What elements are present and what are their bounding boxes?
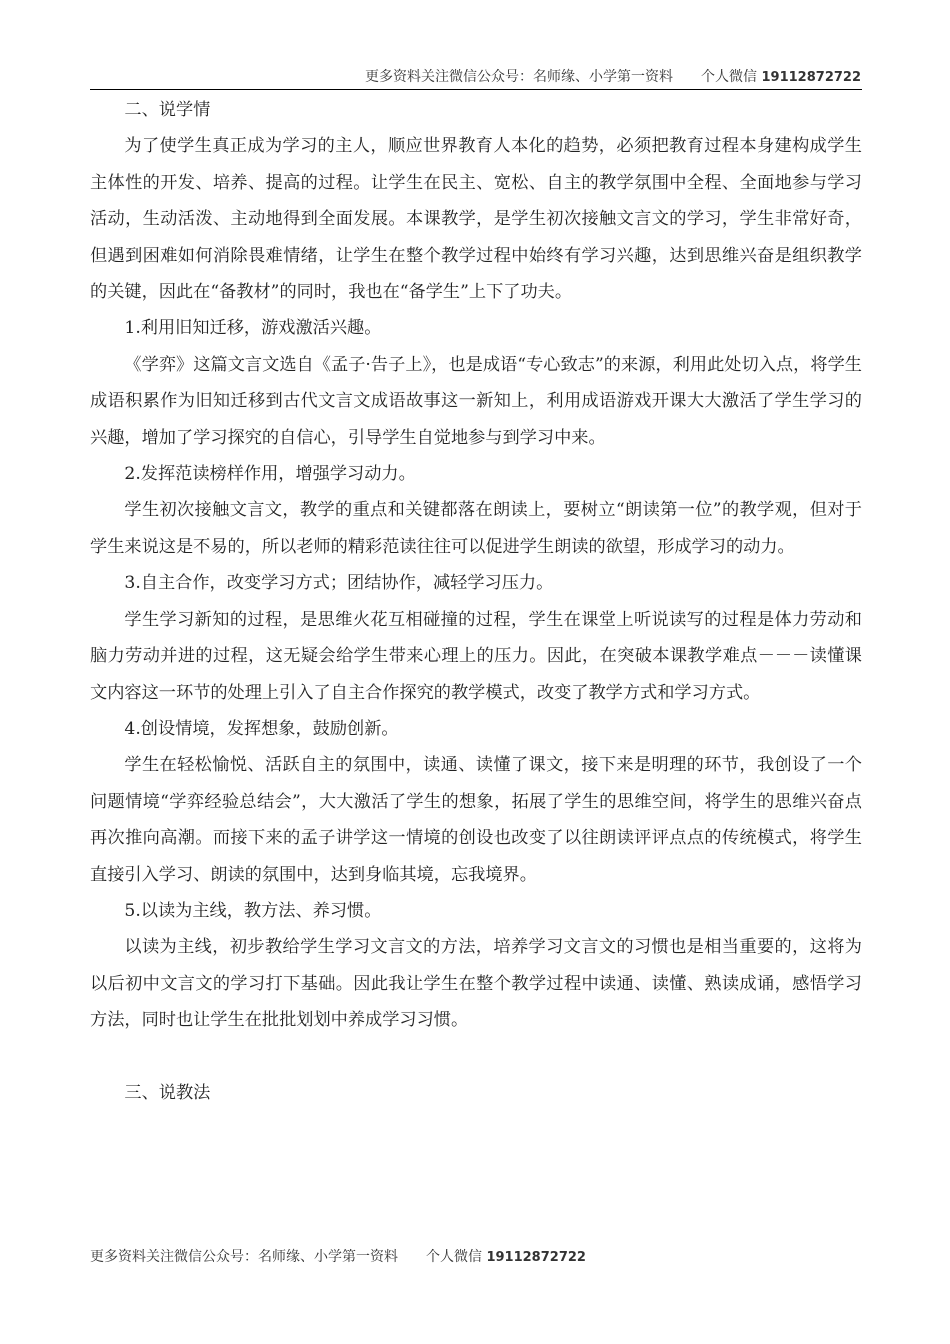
footer-text: 更多资料关注微信公众号：名师缘、小学第一资料 个人微信 [90,1249,487,1265]
section-intro-paragraph: 为了使学生真正成为学习的主人，顺应世界教育人本化的趋势，必须把教育过程本身建构成学生主体性的开发、培养、提高的过程。让学生在民主、宽松、自主的教学氛围中全程、全面地参与学习活动，生动活泼、主动地得到全面发展。本课教学，是学生初次接触文言文的学习，学生非常好奇，但遇到困难如何消除畏难情绪，让学生在整个教学过程中始终有学习兴趣，达到思维兴奋是组织教学的关键，因此在“备教材”的同时，我也在“备学生”上下了功夫。 [90,136,862,303]
page-header [365,66,861,86]
item-body-4: 学生在轻松愉悦、活跃自主的氛围中，读通、读懂了课文，接下来是明理的环节，我创设了一个问题情境“学弈经验总结会”，大大激活了学生的想象，拓展了学生的思维空间，将学生的思维兴奋点再次推向高潮。而接下来的孟子讲学这一情境的创设也改变了以往朗读评评点点的传统模式，将学生直接引入学习、朗读的氛围中，达到身临其境，忘我境界。 [90,755,862,885]
item-body-3: 学生学习新知的过程，是思维火花互相碰撞的过程，学生在课堂上听说读写的过程是体力劳动和脑力劳动并进的过程，这无疑会给学生带来心理上的压力。因此，在突破本课教学难点－－－读懂课文内容这一环节的处理上引入了自主合作探究的教学模式，改变了教学方式和学习方式。 [90,609,862,703]
item-heading-4: 4.创设情境，发挥想象，鼓励创新。 [124,718,399,739]
item-heading-5: 5.以读为主线，教方法、养习惯。 [124,900,382,921]
header-wechat-number: 19112872722 [761,70,861,85]
section-title-learning-situation: 二、说学情 [124,100,211,120]
item-body-5: 以读为主线，初步教给学生学习文言文的方法，培养学习文言文的习惯也是相当重要的，这将为以后初中文言文的学习打下基础。因此我让学生在整个教学过程中读通、读懂、熟读成诵，感悟学习方法，同时也让学生在批批划划中养成学习习惯。 [90,937,862,1031]
section-title-teaching-method: 三、说教法 [124,1082,211,1103]
item-body-1: 《学弈》这篇文言文选自《孟子·告子上》，也是成语“专心致志”的来源，利用此处切入点，将学生成语积累作为旧知迁移到古代文言文成语故事这一新知上，利用成语游戏开课大大激活了学生学习的兴趣，增加了学习探究的自信心，引导学生自觉地参与到学习中来。 [90,354,862,448]
item-heading-2: 2.发挥范读榜样作用，增强学习动力。 [124,464,416,485]
page-footer [90,1246,586,1266]
header-text: 更多资料关注微信公众号：名师缘、小学第一资料 个人微信 [365,69,762,85]
item-heading-3: 3.自主合作，改变学习方式；团结协作，减轻学习压力。 [124,573,554,594]
footer-wechat-number: 19112872722 [486,1250,586,1265]
item-body-2: 学生初次接触文言文，教学的重点和关键都落在朗读上，要树立“朗读第一位”的教学观，但对于学生来说这是不易的，所以老师的精彩范读往往可以促进学生朗读的欲望，形成学习的动力。 [90,500,862,557]
blank-line [90,1039,862,1075]
document-body [90,92,862,1111]
header-divider [90,89,862,90]
item-heading-1: 1.利用旧知迁移，游戏激活兴趣。 [124,318,382,339]
